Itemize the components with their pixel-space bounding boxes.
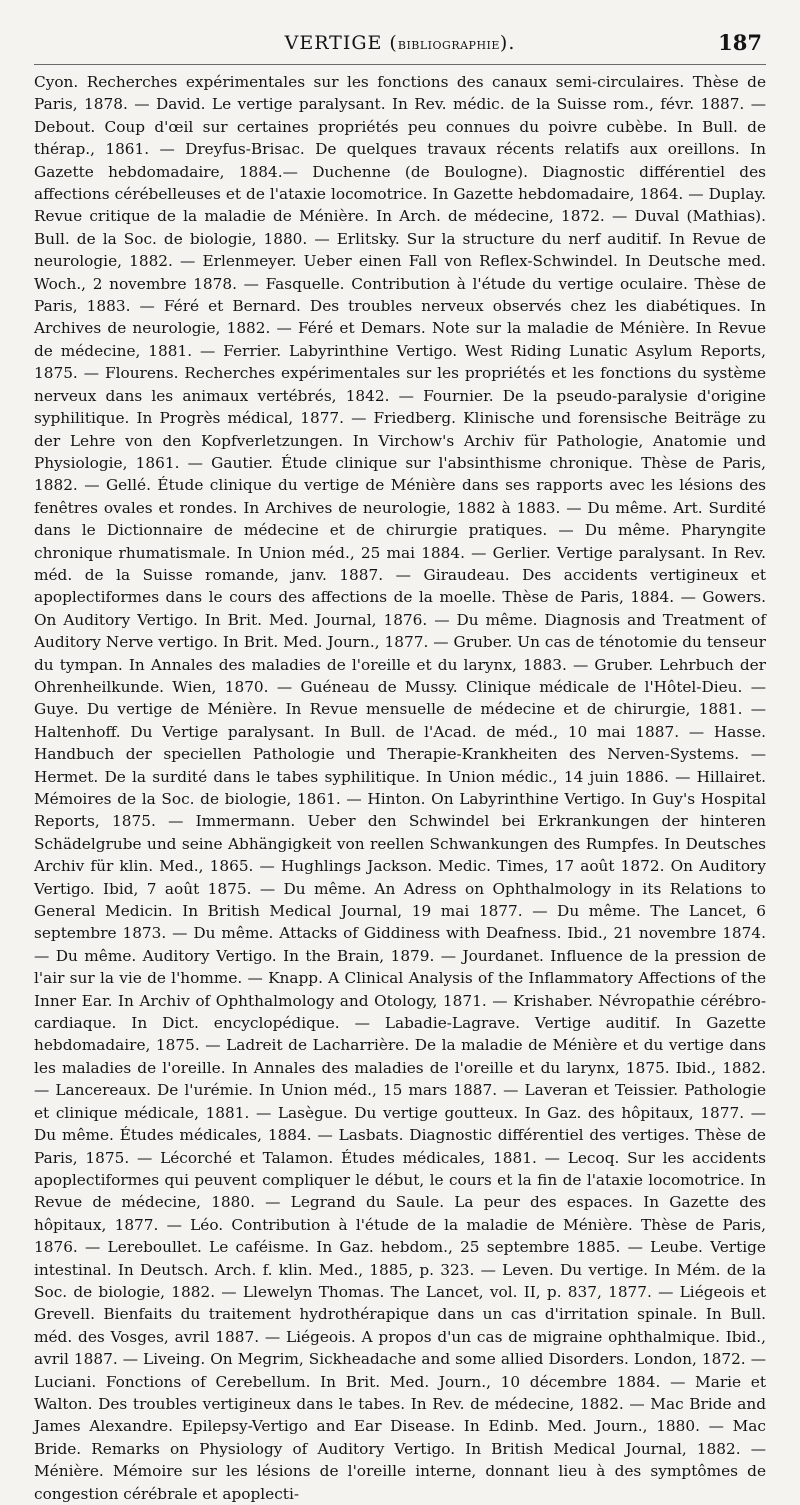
bibliography-paragraph: Cyon. Recherches expérimentales sur les fonctions des canaux semi-circulaires. Thèse de Paris, 1878. — David. Le vertige paralysant. In Rev. médic. de la Suisse rom., févr. 1887. — Debout. Coup d'œil sur certaines propriétés peu connues du poivre cubèbe. In Bull. de thérap., 1861. — Dreyfus-Brisac. De quelques travaux récents relatifs aux oreillons. In Gazette hebdomadaire, 1884.— Duchenne (de Boulogne). Diagnostic différentiel des affections cérébelleuses et de l'ataxie locomotrice. In Gazette hebdomadaire, 1864. — Duplay. Revue critique de la maladie de Ménière. In Arch. de médecine, 1872. — Duval (Mathias). Bull. de la Soc. de biologie, 1880. — Erlitsky. Sur la structure du nerf auditif. In Revue de neurologie, 1882. — Erlenmeyer. Ueber einen Fall von Reflex-Schwindel. In Deutsche med. Woch., 2 novembre 1878. — Fasquelle. Contribution à l'étude du vertige oculaire. Thèse de Paris, 1883. — Féré et Bernard. Des troubles nerveux observés chez les diabétiques. In Archives de neurologie, 1882. — Féré et Demars. Note sur la maladie de Ménière. In Revue de médecine, 1881. — Ferrier. Labyrinthine Vertigo. West Riding Lunatic Asylum Reports, 1875. — Flourens. Recherches expérimentales sur les propriétés et les fonctions du système nerveux dans les animaux vertébrés, 1842. — Fournier. De la pseudo-paralysie d'origine syphilitique. In Progrès médical, 1877. — Friedberg. Klinische und forensische Beiträge zu der Lehre von den Kopfverletzungen. In Virchow's Archiv für Pathologie, Anatomie und Physiologie, 1861. — Gautier. Étude clinique sur l'absinthisme chronique. Thèse de Paris, 1882. — Gellé. Étude clinique du vertige de Ménière dans ses rapports avec les lésions des fenêtres ovales et rondes. In Archives de neurologie, 1882 à 1883. — Du même. Art. Surdité dans le Dictionnaire de médecine et de chirurgie pratiques. — Du même. Pharyngite chronique rhumatismale. In Union méd., 25 mai 1884. — Gerlier. Vertige paralysant. In Rev. méd. de la Suisse romande, janv. 1887. — Giraudeau. Des accidents vertigineux et apoplectiformes dans le cours des affections de la moelle. Thèse de Paris, 1884. — Gowers. On Auditory Vertigo. In Brit. Med. Journal, 1876. — Du même. Diagnosis and Treatment of Auditory Nerve vertigo. In Brit. Med. Journ., 1877. — Gruber. Un cas de ténotomie du tenseur du tympan. In Annales des maladies de l'oreille et du larynx, 1883. — Gruber. Lehrbuch der Ohrenheilkunde. Wien, 1870. — Guéneau de Mussy. Clinique médicale de l'Hôtel-Dieu. — Guye. Du vertige de Ménière. In Revue mensuelle de médecine et de chirurgie, 1881. — Haltenhoff. Du Vertige paralysant. In Bull. de l'Acad. de méd., 10 mai 1887. — Hasse. Handbuch der speciellen Pathologie und Therapie-Krankheiten des Nerven-Systems. — Hermet. De la surdité dans le tabes syphilitique. In Union médic., 14 juin 1886. — Hillairet. Mémoires de la Soc. de biologie, 1861. — Hinton. On Labyrinthine Vertigo. In Guy's Hospital Reports, 1875. — Immermann. Ueber den Schwindel bei Erkrankungen der hinteren Schädelgrube und seine Abhängigkeit von reellen Schwankungen des Rumpfes. In Deutsches Archiv für klin. Med., 1865. — Hughlings Jackson. Medic. Times, 17 août 1872. On Auditory Vertigo. Ibid, 7 août 1875. — Du même. An Adress on Ophthalmology in its Relations to General Medicin. In British Medical Journal, 19 mai 1877. — Du même. The Lancet, 6 septembre 1873. — Du même. Attacks of Giddiness with Deafness. Ibid., 21 novembre 1874. — Du même. Auditory Vertigo. In the Brain, 1879. — Jourdanet. Influence de la pression de l'air sur la vie de l'homme. — Knapp. A Clinical Analysis of the Inflammatory Affections of the Inner Ear. In Archiv of Ophthalmology and Otology, 1871. — Krishaber. Névropathie cérébro-cardiaque. In Dict. encyclopédique. — Labadie-Lagrave. Vertige auditif. In Gazette hebdomadaire, 1875. — Ladreit de Lacharrière. De la maladie de Ménière et du vertige dans les maladies de l'oreille. In Annales des maladies de l'oreille et du larynx, 1875. Ibid., 1882. — Lancereaux. De l'urémie. In Union méd., 15 mars 1887. — Laveran et Teissier. Pathologie et clinique médicale, 1881. — Lasègue. Du vertige goutteux. In Gaz. des hôpitaux, 1877. — Du même. Études médicales, 1884. — Lasbats. Diagnostic différentiel des vertiges. Thèse de Paris, 1875. — Lécorché et Talamon. Études médicales, 1881. — Lecoq. Sur les accidents apoplectiformes qui peuvent compliquer le début, le cours et la fin de l'ataxie locomotrice. In Revue de médecine, 1880. — Legrand du Saule. La peur des espaces. In Gazette des hôpitaux, 1877. — Léo. Contribution à l'étude de la maladie de Ménière. Thèse de Paris, 1876. — Lereboullet. Le caféisme. In Gaz. hebdom., 25 septembre 1885. — Leube. Vertige intestinal. In Deutsch. Arch. f. klin. Med., 1885, p. 323. — Leven. Du vertige. In Mém. de la Soc. de biologie, 1882. — Llewelyn Thomas. The Lancet, vol. II, p. 837, 1877. — Liégeois et Grevell. Bienfaits du traitement hydrothérapique dans un cas d'irritation spinale. In Bull. méd. des Vosges, avril 1887. — Liégeois. A propos d'un cas de migraine ophthalmique. Ibid., avril 1887. — Liveing. On Megrim, Sickheadache and some allied Disorders. London, 1872. — Luciani. Fonctions of Cerebellum. In Brit. Med. Journ., 10 décembre 1884. — Marie et Walton. Des troubles vertigineux dans le tabes. In Rev. de médecine, 1882. — Mac Bride and James Alexandre. Epilepsy-Vertigo and Ear Disease. In Edinb. Med. Journ., 1880. — Mac Bride. Remarks on Physiology of Auditory Vertigo. In British Medical Journal, 1882. — Ménière. Mémoire sur les lésions de l'oreille interne, donnant lieu à des symptômes de congestion cérébrale et apoplecti- (34, 73, 766, 1503)
running-title (34, 32, 766, 54)
running-title-end: ). (499, 32, 516, 54)
page-header (34, 30, 766, 65)
running-title-main: VERTIGE ( (284, 32, 398, 54)
running-title-subtitle: bibliographie (397, 35, 500, 53)
page-number: 187 (718, 30, 762, 55)
bibliography-text (34, 71, 766, 1505)
